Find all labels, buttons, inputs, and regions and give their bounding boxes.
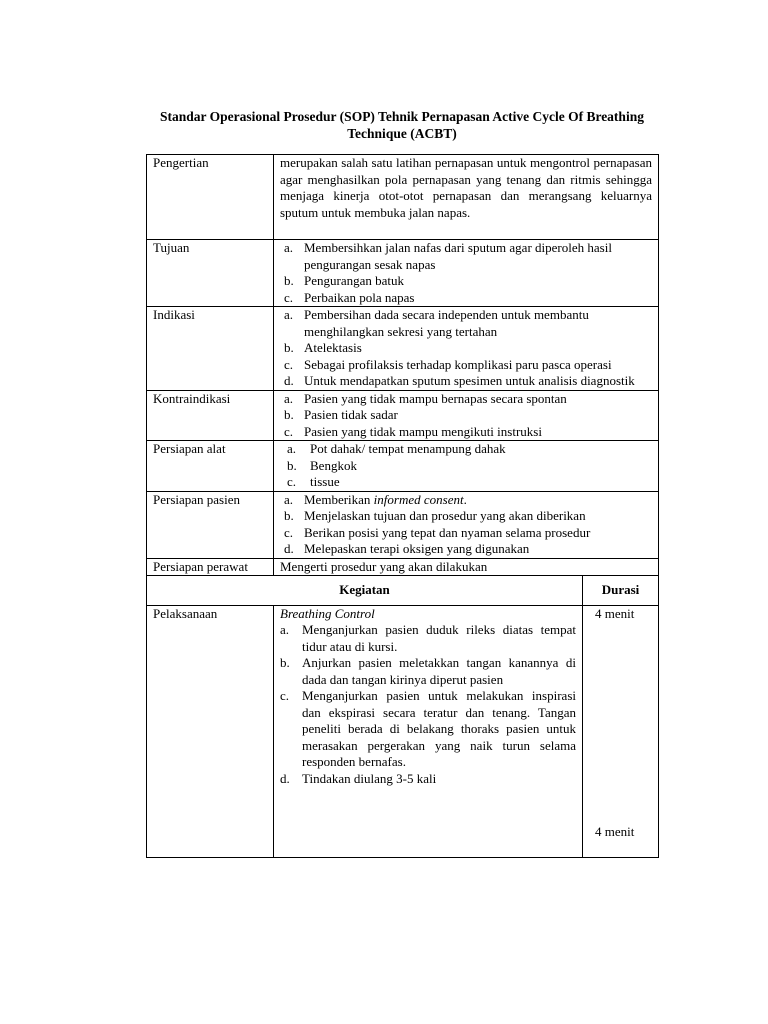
label-pengertian: Pengertian (147, 155, 274, 240)
durasi-breathing-control: 4 menit (595, 605, 635, 621)
row-kontraindikasi (147, 390, 659, 441)
tujuan-list-cell (274, 240, 659, 307)
list-item: b. Anjurkan pasien meletakkan tangan kanannya di dada dan tangan kirinya diperut pasien (280, 655, 576, 687)
row-pelaksanaan (147, 605, 659, 857)
list-item: c. Berikan posisi yang tepat dan nyaman selama prosedur (284, 524, 591, 540)
list-item: d. Untuk mendapatkan sputum spesimen untuk analisis diagnostik (284, 373, 635, 388)
row-persiapan-pasien (147, 491, 659, 558)
list-item: c. Sebagai profilaksis terhadap komplikasi paru pasca operasi (284, 356, 612, 372)
label-persiapan-alat: Persiapan alat (147, 441, 274, 492)
pelaksanaan-list (280, 622, 576, 787)
document-title: Standar Operasional Prosedur (SOP) Tehnik Pernapasan Active Cycle Of Breathing Technique (ACBT) (160, 109, 644, 141)
list-item: c. Menganjurkan pasien untuk melakukan inspirasi dan ekspirasi secara teratur dan tenang. Tangan peneliti berada di belakang thoraks pasien untuk merasakan pergerakan yang naik turun selama responden bernafas. (280, 688, 576, 769)
tujuan-list (280, 240, 652, 306)
durasi-cell (583, 605, 659, 857)
persiapan-alat-list-cell (274, 441, 659, 492)
pelaksanaan-steps-cell (274, 605, 583, 857)
header-kegiatan: Kegiatan (147, 576, 583, 606)
row-table-header (147, 576, 659, 606)
label-persiapan-perawat: Persiapan perawat (147, 558, 274, 576)
label-pelaksanaan: Pelaksanaan (147, 605, 274, 857)
persiapan-alat-list (280, 441, 652, 491)
list-item: c. Pasien yang tidak mampu mengikuti instruksi (284, 423, 542, 439)
row-indikasi (147, 307, 659, 391)
list-item: c. tissue (287, 474, 340, 489)
sop-table (146, 154, 659, 858)
kontraindikasi-list (280, 391, 652, 441)
row-persiapan-alat (147, 441, 659, 492)
list-item: b. Pasien tidak sadar (284, 407, 398, 422)
list-item: a. Pot dahak/ tempat menampung dahak (287, 441, 506, 456)
pelaksanaan-subtitle: Breathing Control (280, 605, 375, 621)
persiapan-perawat-text: Mengerti prosedur yang akan dilakukan (274, 558, 659, 576)
list-item: a. Pembersihan dada secara independen untuk membantu menghilangkan sekresi yang tertahan (284, 307, 589, 339)
list-item: b. Menjelaskan tujuan dan prosedur yang akan diberikan (284, 508, 586, 523)
row-persiapan-perawat (147, 558, 659, 576)
list-item: a. Pasien yang tidak mampu bernapas secara spontan (284, 390, 567, 406)
list-item: b. Pengurangan batuk (284, 273, 405, 288)
label-tujuan: Tujuan (147, 240, 274, 307)
list-item: b. Atelektasis (284, 340, 362, 355)
pengertian-text: merupakan salah satu latihan pernapasan untuk mengontrol pernapasan agar menghasilkan pola pernapasan yang tenang dan ritmis sehingga menjaga kinerja otot-otot pernapasan dan merangsang keluarnya sputum untuk membuka jalan napas. (274, 155, 659, 240)
list-item: a. Menganjurkan pasien duduk rileks diatas tempat tidur atau di kursi. (280, 622, 576, 654)
persiapan-pasien-list-cell (274, 491, 659, 558)
label-indikasi: Indikasi (147, 307, 274, 391)
label-kontraindikasi: Kontraindikasi (147, 390, 274, 441)
kontraindikasi-list-cell (274, 390, 659, 441)
indikasi-list (280, 307, 652, 390)
row-tujuan (147, 240, 659, 307)
list-item: a. Membersihkan jalan nafas dari sputum agar diperoleh hasil pengurangan sesak napas (284, 240, 612, 272)
list-item: c. Perbaikan pola napas (284, 289, 415, 305)
persiapan-pasien-list (280, 492, 652, 558)
list-item: d. Melepaskan terapi oksigen yang digunakan (284, 541, 530, 556)
header-durasi: Durasi (583, 576, 659, 606)
list-item: d. Tindakan diulang 3-5 kali (280, 770, 437, 786)
row-pengertian (147, 155, 659, 240)
list-item: a. Memberikan informed consent. (284, 491, 467, 507)
durasi-second: 4 menit (595, 824, 635, 839)
list-item: b. Bengkok (287, 457, 357, 473)
indikasi-list-cell (274, 307, 659, 391)
label-persiapan-pasien: Persiapan pasien (147, 491, 274, 558)
